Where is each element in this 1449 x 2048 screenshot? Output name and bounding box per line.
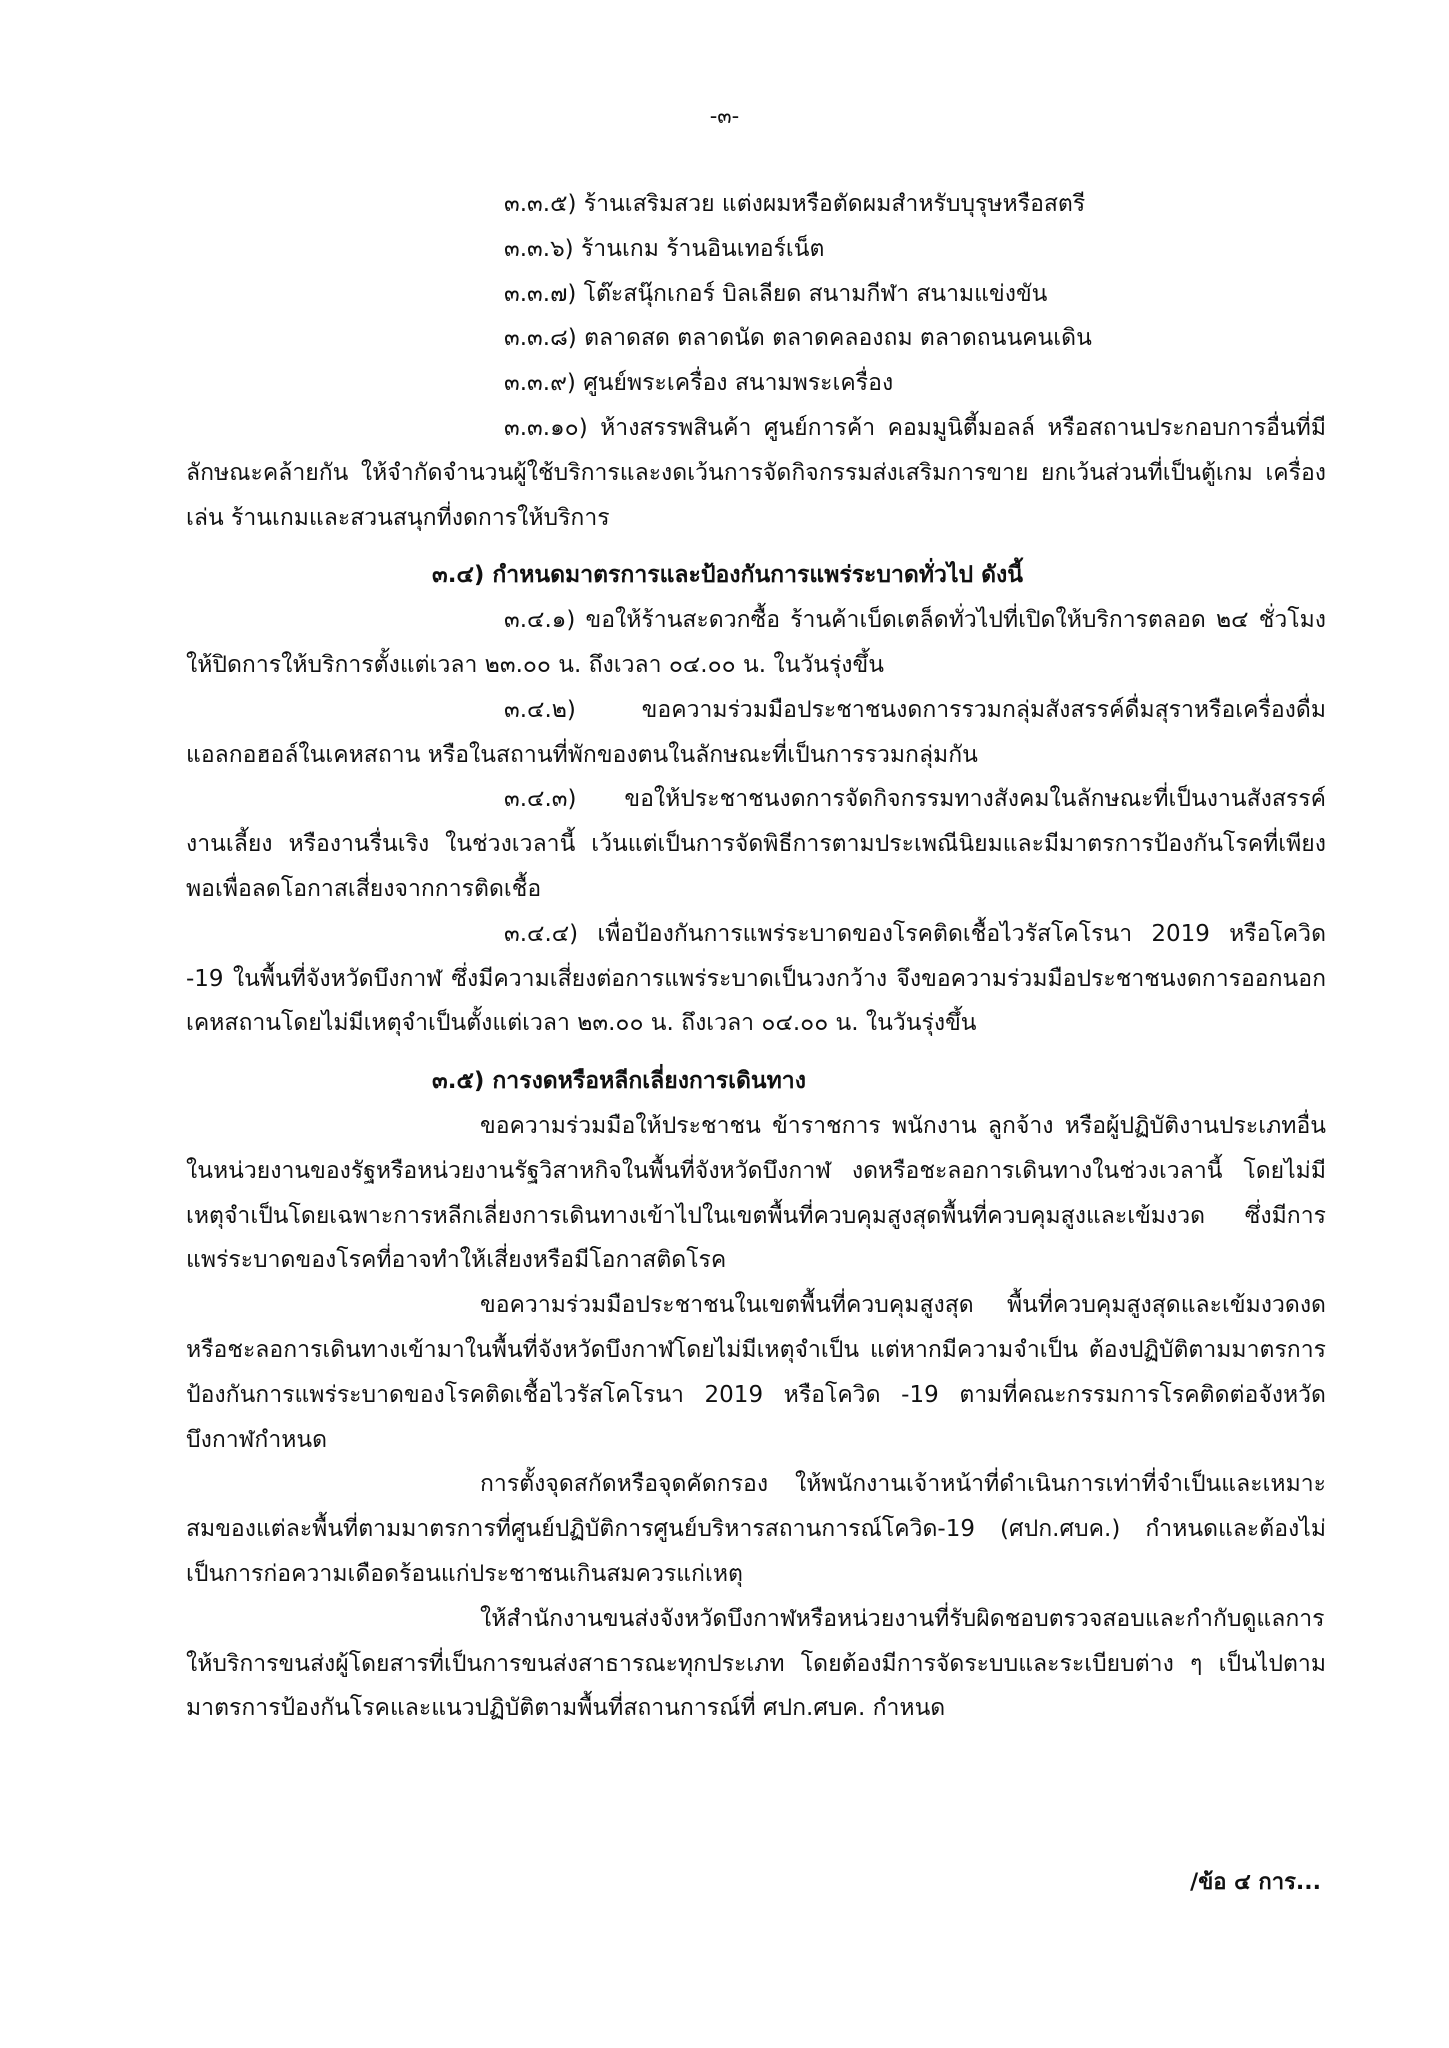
item-3-3-5: ๓.๓.๕) ร้านเสริมสวย แต่งผมหรือตัดผมสำหรับบุรุษหรือสตรี	[504, 191, 1086, 217]
section-3-5-paragraph: การตั้งจุดสกัดหรือจุดคัดกรอง ให้พนักงานเจ้าหน้าที่ดำเนินการเท่าที่จำเป็นและเหมาะสมของแต่ละพื้นที่ตามมาตรการที่ศูนย์ปฏิบัติการศูนย์บริหารสถานการณ์โควิด-19 (ศปก.ศบค.) กำหนดและต้องไม่เป็นการก่อความเดือดร้อนแก่ประชาชนเกินสมควรแก่เหตุ	[186, 1471, 1326, 1587]
item-3-4-1: ๓.๔.๑) ขอให้ร้านสะดวกซื้อ ร้านค้าเบ็ดเตล็ดทั่วไปที่เปิดให้บริการตลอด ๒๔ ชั่วโมงให้ปิดการให้บริการตั้งแต่เวลา ๒๓.๐๐ น. ถึงเวลา ๐๔.๐๐ น. ในวันรุ่งขึ้น	[186, 607, 1326, 678]
item-3-3-9: ๓.๓.๙) ศูนย์พระเครื่อง สนามพระเครื่อง	[504, 370, 894, 397]
section-3-5-heading: ๓.๕) การงดหรือหลีกเลี่ยงการเดินทาง	[432, 1068, 806, 1095]
item-3-3-7: ๓.๓.๗) โต๊ะสนุ๊กเกอร์ บิลเลียด สนามกีฬา สนามแข่งขัน	[504, 280, 1048, 307]
section-3-5-paragraph: ขอความร่วมมือประชาชนในเขตพื้นที่ควบคุมสูงสุด พื้นที่ควบคุมสูงสุดและเข้มงวดงดหรือชะลอการเดินทางเข้ามาในพื้นที่จังหวัดบึงกาฬโดยไม่มีเหตุจำเป็น แต่หากมีความจำเป็น ต้องปฏิบัติตามมาตรการป้องกันการแพร่ระบาดของโรคติดเชื้อไวรัสโคโรนา 2019 หรือโควิด -19 ตามที่คณะกรรมการโรคติดต่อจังหวัดบึงกาฬกำหนด	[186, 1292, 1326, 1453]
continuation-note: /ข้อ ๔ การ...	[1190, 1870, 1321, 1895]
item-3-3-8: ๓.๓.๘) ตลาดสด ตลาดนัด ตลาดคลองถม ตลาดถนนคนเดิน	[504, 325, 1092, 352]
item-3-3-6: ๓.๓.๖) ร้านเกม ร้านอินเทอร์เน็ต	[504, 235, 825, 262]
item-3-4-3: ๓.๔.๓) ขอให้ประชาชนงดการจัดกิจกรรมทางสังคมในลักษณะที่เป็นงานสังสรรค์ งานเลี้ยง หรืองานรื่นเริง ในช่วงเวลานี้ เว้นแต่เป็นการจัดพิธีการตามประเพณีนิยมและมีมาตรการป้องกันโรคที่เพียงพอเพื่อลดโอกาสเสี่ยงจากการติดเชื้อ	[186, 786, 1326, 902]
section-3-4-heading: ๓.๔) กำหนดมาตรการและป้องกันการแพร่ระบาดทั่วไป ดังนี้	[432, 562, 1024, 589]
section-3-5-paragraph: ขอความร่วมมือให้ประชาชน ข้าราชการ พนักงาน ลูกจ้าง หรือผู้ปฏิบัติงานประเภทอื่นในหน่วยงานของรัฐหรือหน่วยงานรัฐวิสาหกิจในพื้นที่จังหวัดบึงกาฬ งดหรือชะลอการเดินทางในช่วงเวลานี้ โดยไม่มีเหตุจำเป็นโดยเฉพาะการหลีกเลี่ยงการเดินทางเข้าไปในเขตพื้นที่ควบคุมสูงสุดพื้นที่ควบคุมสูงและเข้มงวด ซึ่งมีการแพร่ระบาดของโรคที่อาจทำให้เสี่ยงหรือมีโอกาสติดโรค	[186, 1112, 1326, 1274]
page-number: -๓-	[709, 104, 740, 128]
item-3-4-2: ๓.๔.๒) ขอความร่วมมือประชาชนงดการรวมกลุ่มสังสรรค์ดื่มสุราหรือเครื่องดื่มแอลกอฮอล์ในเคหสถาน หรือในสถานที่พักของตนในลักษณะที่เป็นการรวมกลุ่มกัน	[186, 696, 1326, 768]
item-3-3-10: ๓.๓.๑๐) ห้างสรรพสินค้า ศูนย์การค้า คอมมูนิตี้มอลล์ หรือสถานประกอบการอื่นที่มีลักษณะคล้ายกัน ให้จำกัดจำนวนผู้ใช้บริการและงดเว้นการจัดกิจกรรมส่งเสริมการขาย ยกเว้นส่วนที่เป็นตู้เกม เครื่องเล่น ร้านเกมและสวนสนุกที่งดการให้บริการ	[186, 414, 1326, 531]
section-3-5-paragraph: ให้สำนักงานขนส่งจังหวัดบึงกาฬหรือหน่วยงานที่รับผิดชอบตรวจสอบและกำกับดูแลการให้บริการขนส่งผู้โดยสารที่เป็นการขนส่งสาธารณะทุกประเภท โดยต้องมีการจัดระบบและระเบียบต่าง ๆ เป็นไปตามมาตรการป้องกันโรคและแนวปฏิบัติตามพื้นที่สถานการณ์ที่ ศปก.ศบค. กำหนด	[186, 1605, 1326, 1722]
item-3-4-4: ๓.๔.๔) เพื่อป้องกันการแพร่ระบาดของโรคติดเชื้อไวรัสโคโรนา 2019 หรือโควิด -19 ในพื้นที่จังหวัดบึงกาฬ ซึ่งมีความเสี่ยงต่อการแพร่ระบาดเป็นวงกว้าง จึงขอความร่วมมือประชาชนงดการออกนอกเคหสถานโดยไม่มีเหตุจำเป็นตั้งแต่เวลา ๒๓.๐๐ น. ถึงเวลา ๐๔.๐๐ น. ในวันรุ่งขึ้น	[186, 920, 1326, 1037]
document-body	[186, 182, 1326, 1731]
